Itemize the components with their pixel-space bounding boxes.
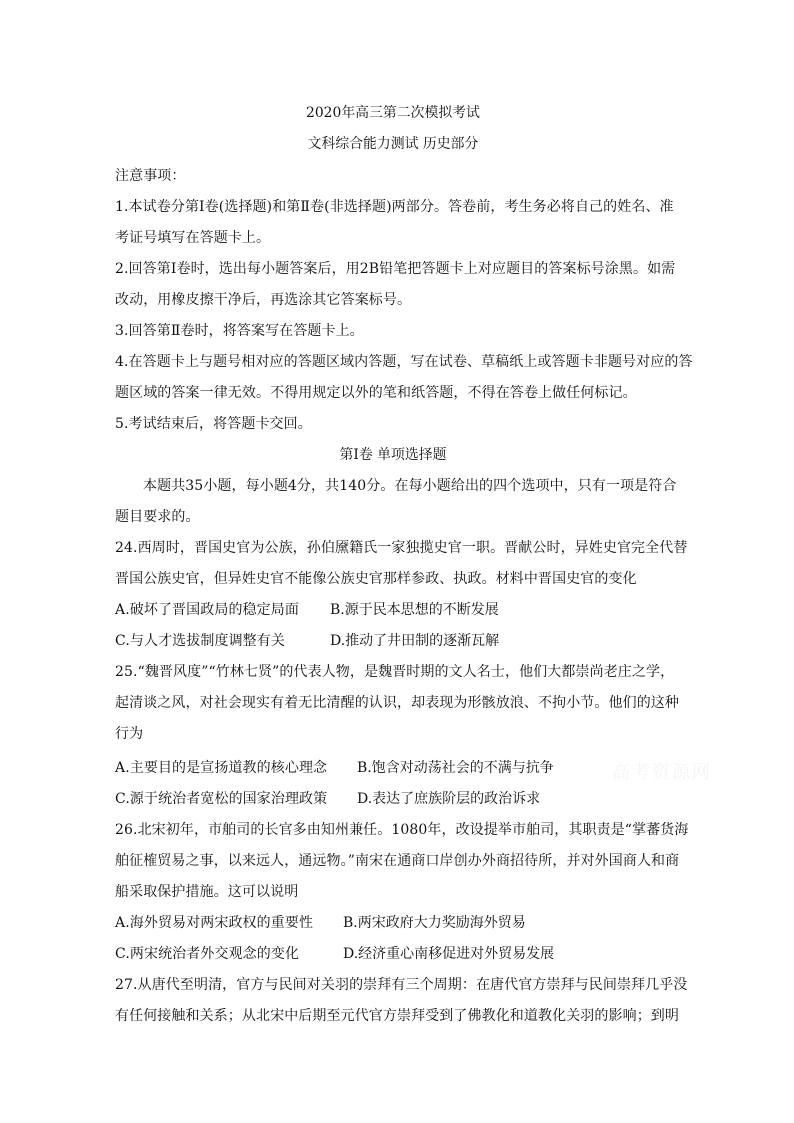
question-stem: 24.西周时，晋国史官为公族，孙伯黡籍氏一家独揽史官一职。晋献公时，异姓史官完全代替 xyxy=(115,540,688,556)
notice-line: 3.回答第Ⅱ卷时，将答案写在答题卡上。 xyxy=(115,323,364,339)
notice-line: 考证号填写在答题卡上。 xyxy=(115,230,271,246)
question-stem: 起清谈之风，对社会现实有着无比清醒的认识，却表现为形骸放浪、不拘小节。他们的这种 xyxy=(115,695,679,711)
notice-line: 题区域的答案一律无效。不得用规定以外的笔和纸答题，不得在答卷上做任何标记。 xyxy=(115,385,637,401)
question-stem: 有任何接触和关系；从北宋中后期至元代官方崇拜受到了佛教化和道教化关羽的影响；到明 xyxy=(115,1008,679,1024)
section-intro: 题目要求的。 xyxy=(115,509,200,525)
option-c: C.两宋统治者外交观念的变化 xyxy=(115,946,300,962)
option-d: D.推动了井田制的逐渐瓦解 xyxy=(330,633,500,649)
exam-title: 2020年高三第二次模拟考试 xyxy=(306,105,480,121)
section-heading: 第Ⅰ卷 单项选择题 xyxy=(339,447,447,463)
notice-line: 改动，用橡皮擦干净后，再选涂其它答案标号。 xyxy=(115,292,412,308)
notice-heading: 注意事项： xyxy=(115,168,186,184)
notice-line: 4.在答题卡上与题号相对应的答题区域内答题，写在试卷、草稿纸上或答题卡非题号对应的答 xyxy=(115,354,693,370)
option-d: D.表达了庶族阶层的政治诉求 xyxy=(357,791,541,807)
exam-subtitle: 文科综合能力测试 历史部分 xyxy=(307,136,479,152)
question-stem: 舶征榷贸易之事，以来远人，通远物。”南宋在通商口岸创办外商招待所，并对外国商人和商 xyxy=(115,853,680,869)
question-stem: 25.“魏晋风度”“竹林七贤”的代表人物，是魏晋时期的文人名士，他们大都崇尚老庄之学， xyxy=(115,664,675,680)
question-stem: 船采取保护措施。这可以说明 xyxy=(115,884,299,900)
notice-line: 1.本试卷分第Ⅰ卷(选择题)和第Ⅱ卷(非选择题)两部分。答卷前，考生务必将自己的姓名、准 xyxy=(115,199,674,215)
question-stem: 晋国公族史官，但异姓史官不能像公族史官那样参政、执政。材料中晋国史官的变化 xyxy=(115,571,637,587)
question-stem: 行为 xyxy=(115,726,144,742)
watermark: 高考资源网 xyxy=(612,762,712,783)
question-stem: 26.北宋初年，市舶司的长官多由知州兼任。1080年，改设提举市舶司，其职责是“掌蕃货海 xyxy=(115,822,689,838)
option-b: B.源于民本思想的不断发展 xyxy=(330,602,499,618)
question-stem: 27.从唐代至明清，官方与民间对关羽的崇拜有三个周期：在唐代官方崇拜与民间崇拜几乎没 xyxy=(115,977,688,993)
section-intro: 本题共35小题，每小题4分，共140分。在每小题给出的四个选项中，只有一项是符合 xyxy=(143,478,677,494)
option-b: B.两宋政府大力奖励海外贸易 xyxy=(343,915,526,931)
notice-line: 5.考试结束后，将答题卡交回。 xyxy=(115,416,312,432)
option-a: A.主要目的是宣扬道教的核心理念 xyxy=(115,760,328,776)
notice-line: 2.回答第Ⅰ卷时，选出每小题答案后，用2B铅笔把答题卡上对应题目的答案标号涂黑。如需 xyxy=(115,261,676,277)
option-b: B.饱含对动荡社会的不满与抗争 xyxy=(357,760,554,776)
option-c: C.与人才选拔制度调整有关 xyxy=(115,633,285,649)
option-a: A.海外贸易对两宋政权的重要性 xyxy=(115,915,314,931)
option-d: D.经济重心南移促进对外贸易发展 xyxy=(343,946,555,962)
option-c: C.源于统治者宽松的国家治理政策 xyxy=(115,791,328,807)
option-a: A.破坏了晋国政局的稳定局面 xyxy=(115,602,299,618)
